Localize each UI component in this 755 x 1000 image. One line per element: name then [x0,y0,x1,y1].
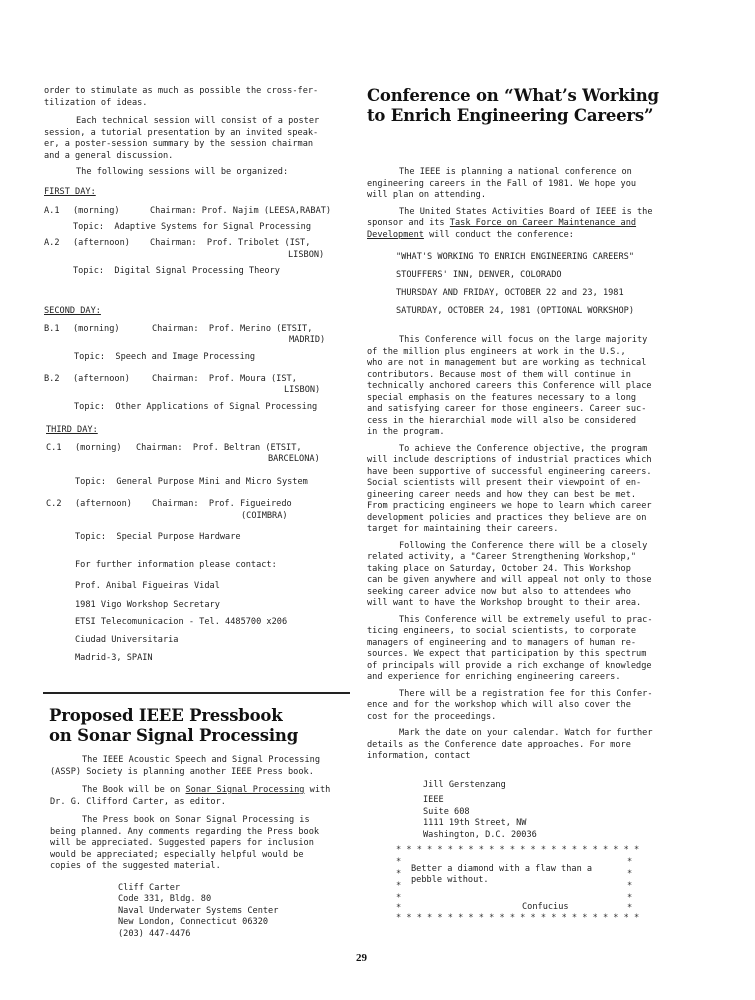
pressbook-para-line: will be appreciated. Suggested papers for inclusion [50,838,314,848]
star-icon: * [627,869,633,879]
conf-para2-post: will conduct the conference: [423,229,574,240]
pressbook-title-line: Proposed IEEE Pressbook [49,706,283,725]
address-line: 1111 19th Street, NW [423,818,527,828]
conference-article [367,86,687,126]
conf-para-line: of the million plus engineers at work in the U.S., [367,346,626,357]
pressbook-para2-post: with [304,785,331,795]
session-para-line: er, a poster-session summary by the session chairman [44,139,314,149]
contact-line: 1981 Vigo Workshop Secretary [75,600,220,610]
event-line: THURSDAY AND FRIDAY, OCTOBER 22 and 23, 1981 [396,288,624,298]
task-force-name: Task Force on Career Maintenance and [449,218,637,228]
session-code: B.1 [44,324,60,334]
section-divider [43,692,350,694]
task-force-name-cont: Development [367,229,424,240]
address-line: Washington, D.C. 20036 [423,829,537,840]
session-chair: Chairman: Prof. Figueiredo [152,499,292,509]
third-day-heading: THIRD DAY: [46,425,98,435]
quote-text-line: pebble without. [411,875,489,885]
conf-para-line: and satisfying career for those engineers. Career suc- [367,404,647,414]
conf-para-line: This Conference will focus on the large majority [399,335,648,345]
intro-cont-line: order to stimulate as much as possible the cross-fer- [44,86,319,96]
session-chair: Chairman: Prof. Najim (LEESA,RABAT) [150,206,332,216]
star-icon: * [396,881,402,891]
pressbook-para-line: would be appreciated; especially helpful would be [50,849,304,860]
address-line: Naval Underwater Systems Center [118,905,279,916]
session-code: C.1 [46,443,62,453]
conf-para-line: of principals will provide a rich exchange of knowledge [367,660,652,671]
conf-para-line: From practicing engineers we hope to learn which career [367,501,652,511]
conf-para-line: Social scientists will present their viewpoint of en- [367,478,642,488]
conf-para-line: have been supportive of successful engineering careers. [367,466,652,477]
quote-border-bottom: * * * * * * * * * * * * * * * * * * * * * * * * [396,913,640,923]
quote-author: Confucius [522,902,569,912]
contact-line: Madrid-3, SPAIN [75,653,153,663]
star-icon: * [627,893,633,903]
conf-para-line: The United States Activities Board of IEEE is the [399,206,653,217]
conf-para-line: will want to have the Workshop brought to their area. [367,598,642,608]
star-icon: * [396,903,402,913]
conf-para-line: engineering careers in the Fall of 1981. We hope you [367,178,637,189]
session-para-line: session, a tutorial presentation by an invited speak- [44,127,319,138]
conf-para-line: information, contact [367,751,471,761]
conf-para-line: who are not in management but are working as technical [367,358,647,368]
conf-para-line: gineering career needs and how they can best be met. [367,489,637,500]
session-topic: Topic: Digital Signal Processing Theory [73,266,280,276]
conf-para-line: The IEEE is planning a national conference on [399,167,632,177]
session-chair-cont: (COIMBRA) [241,511,288,521]
conf-para-line: contributors. Because most of them will continue in [367,369,631,380]
session-chair-cont: MADRID) [289,335,326,345]
conf-para-line: Mark the date on your calendar. Watch for further [399,728,653,738]
address-line: New London, Connecticut 06320 [118,917,269,927]
address-line: Cliff Carter [118,882,181,893]
session-code: C.2 [46,499,62,509]
quote-border-top: * * * * * * * * * * * * * * * * * * * * * * * * [396,845,640,855]
conf-para-line: special emphasis on the features necessary to a long [367,392,637,403]
conf-para-line: will plan on attending. [367,190,486,200]
session-chair-cont: BARCELONA) [268,454,320,464]
pressbook-para-line: The IEEE Acoustic Speech and Signal Processing [82,755,320,765]
conf-para-line: sources. We expect that participation by this spectrum [367,649,647,659]
star-icon: * [396,857,402,867]
star-icon: * [627,903,633,913]
session-time: (afternoon) [73,238,130,248]
conf-para-line: cess in the hierarchial mode will also be considered [367,415,637,426]
session-code: B.2 [44,374,60,384]
pressbook-title-line: on Sonar Signal Processing [49,726,299,745]
session-topic: Topic: General Purpose Mini and Micro System [75,477,308,487]
session-time: (morning) [73,206,120,216]
session-chair: Chairman: Prof. Merino (ETSIT, [152,324,313,334]
session-time: (afternoon) [75,499,132,509]
conf-para-line: development policies and practices they believe are on [367,512,647,523]
session-chair: Chairman: Prof. Moura (IST, [152,374,297,384]
conf-para-line: can be given anywhere and will appeal not only to those [367,575,652,585]
contact-intro: For further information please contact: [75,560,277,570]
session-code: A.1 [44,206,60,216]
session-time: (morning) [73,324,120,334]
event-line: SATURDAY, OCTOBER 24, 1981 (OPTIONAL WORKSHOP) [396,306,634,316]
conf-para-line: related activity, a "Career Strengthening Workshop," [367,552,637,562]
session-time: (morning) [75,443,122,453]
pressbook-body [50,755,355,940]
session-chair: Chairman: Prof. Beltran (ETSIT, [136,443,302,453]
intro-cont-line: tilization of ideas. [44,97,148,108]
session-code: A.2 [44,238,60,248]
conf-para-line: in the program. [367,427,445,437]
star-icon: * [396,893,402,903]
conf-para-line: will include descriptions of industrial practices which [367,455,652,465]
address-line: Code 331, Bldg. 80 [118,894,212,904]
conf-para-line: taking place on Saturday, October 24. This Workshop [367,563,631,574]
event-line: STOUFFERS' INN, DENVER, COLORADO [396,270,562,280]
session-topic: Topic: Adaptive Systems for Signal Processing [73,222,311,232]
pressbook-para-line: (ASSP) Society is planning another IEEE Press book. [50,766,314,777]
contact-line: ETSI Telecomunicacion - Tel. 4485700 x206 [75,617,288,627]
conf-para-line: This Conference will be extremely useful to prac- [399,614,653,625]
pressbook-para-line: being planned. Any comments regarding the Press book [50,826,320,837]
session-para-line: and a general discussion. [44,150,174,161]
session-topic: Topic: Special Purpose Hardware [75,532,241,542]
conf-para-line: details as the Conference date approaches. For more [367,739,631,750]
contact-line: Prof. Anibal Figueiras Vidal [75,581,220,591]
conference-title-line: to Enrich Engineering Careers” [367,106,654,125]
contact-line: Ciudad Universitaria [75,635,179,645]
address-line: Suite 608 [423,806,470,817]
pressbook-address [50,883,355,941]
page-number: 29 [356,952,367,964]
star-icon: * [627,857,633,867]
conference-body [367,167,692,841]
conference-title-line: Conference on “What’s Working [367,86,659,105]
address-line: IEEE [423,795,444,805]
session-para-line: Each technical session will consist of a poster [76,116,320,126]
session-chair-cont: LISBON) [284,385,321,395]
session-time: (afternoon) [73,374,130,384]
session-topic: Topic: Speech and Image Processing [74,352,256,362]
following-para: The following sessions will be organized: [76,167,289,177]
conf-para-line: target for maintaining their careers. [367,524,559,534]
conf-para-line: and experience for enriching engineering careers. [367,672,621,682]
star-icon: * [396,869,402,879]
pressbook-para-line: Dr. G. Clifford Carter, as editor. [50,796,226,807]
conf-para-line: cost for the proceedings. [367,711,497,722]
first-day-heading: FIRST DAY: [44,187,96,197]
conf-para-line: Following the Conference there will be a closely [399,540,648,551]
address-line: Jill Gerstenzang [423,779,506,790]
pressbook-book-title: Sonar Signal Processing [185,785,305,795]
conf-para-line: There will be a registration fee for this Confer- [399,688,653,699]
pressbook-para-line: The Press book on Sonar Signal Processing is [82,815,310,825]
quote-text-line: Better a diamond with a flaw than a [411,864,593,874]
second-day-heading: SECOND DAY: [44,306,101,316]
session-topic: Topic: Other Applications of Signal Processing [74,402,318,412]
event-details [367,248,692,320]
left-column [44,86,354,179]
conf-para-line: managers of engineering and to managers of human re- [367,637,637,648]
conf-para2-pre: sponsor and its [367,218,450,228]
conf-para-line: seeking career advice now but also to attendees who [367,586,631,597]
conf-para-line: ence and for the workshop which will also cover the [367,700,631,710]
address-line: (203) 447-4476 [118,928,191,939]
conf-para-line: To achieve the Conference objective, the program [399,443,648,454]
session-chair-cont: LISBON) [288,250,325,260]
pressbook-para2-pre: The Book will be on [82,785,186,795]
pressbook-para-line: copies of the suggested material. [50,861,221,871]
session-chair: Chairman: Prof. Tribolet (IST, [150,238,311,248]
star-icon: * [627,881,633,891]
event-line: "WHAT'S WORKING TO ENRICH ENGINEERING CAREERS" [396,252,634,262]
conf-para-line: ticing engineers, to social scientists, to corporate [367,626,637,636]
conference-address [367,780,692,842]
conf-para-line: technically anchored careers this Conference will place [367,381,652,391]
pressbook-article [49,706,354,746]
